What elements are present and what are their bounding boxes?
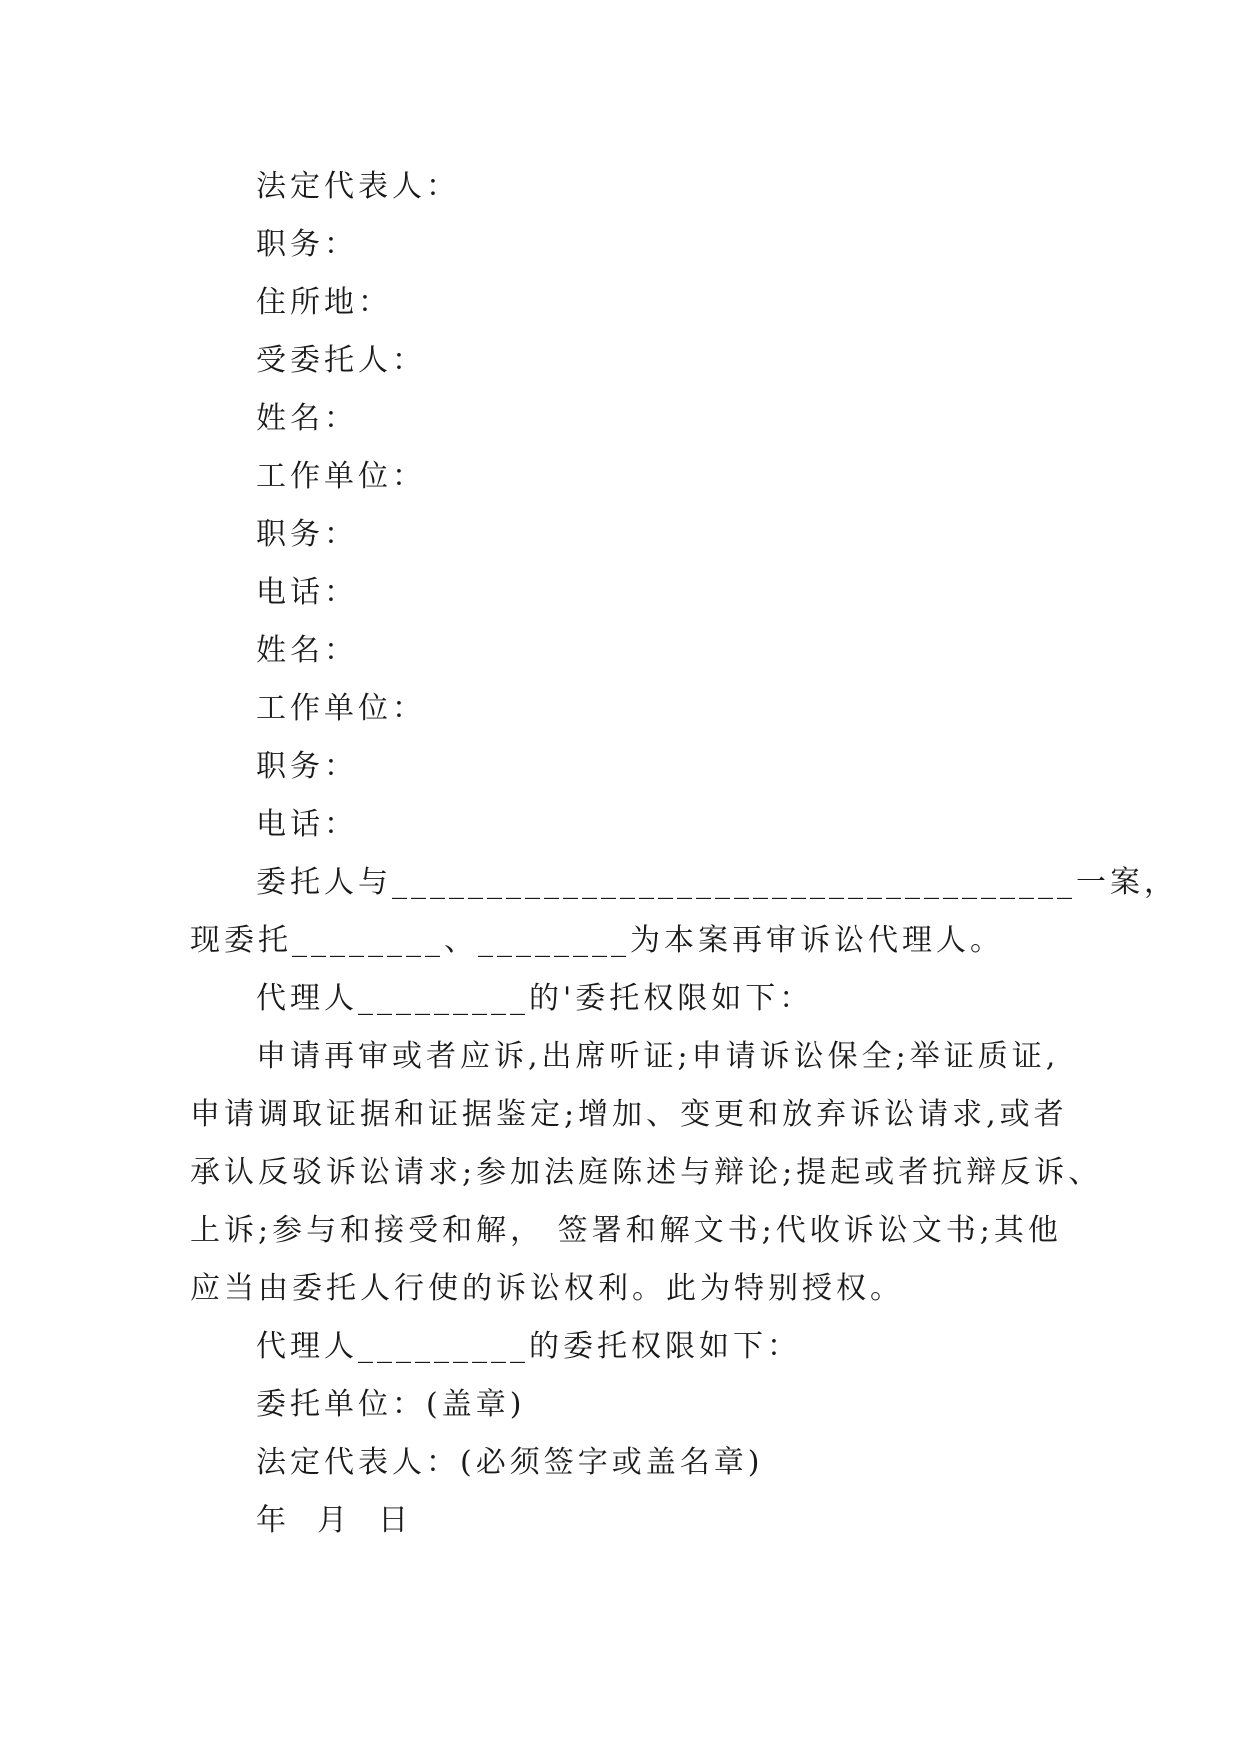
workplace-line: 工作单位： (256, 691, 426, 726)
legal-representative-signature: 法定代表人：(必须签字或盖名章) (256, 1445, 764, 1480)
authority-paragraph-line-2: 申请调取证据和证据鉴定;增加、变更和放弃诉讼请求,或者 (190, 1097, 1068, 1132)
phone-line: 电话： (256, 575, 358, 610)
agent-scope-heading-2: 代理人_________的委托权限如下： (256, 1329, 801, 1364)
case-paragraph-line-1: 委托人与____________________________________一案， (256, 865, 1178, 900)
document-page (190, 158, 1178, 1550)
address-line: 住所地： (256, 285, 392, 320)
authority-paragraph-line-5: 应当由委托人行使的诉讼权利。此为特别授权。 (190, 1271, 904, 1306)
position-line: 职务： (256, 517, 358, 552)
workplace-line: 工作单位： (256, 459, 426, 494)
authority-paragraph-line-1: 申请再审或者应诉,出席听证;申请诉讼保全;举证质证, (256, 1039, 1060, 1074)
position-line: 职务： (256, 749, 358, 784)
phone-line: 电话： (256, 807, 358, 842)
authority-paragraph-line-4: 上诉;参与和接受和解， 签署和解文书;代收诉讼文书;其他 (190, 1213, 1062, 1248)
agent-scope-heading: 代理人_________的'委托权限如下： (256, 981, 814, 1016)
case-paragraph-line-2: 现委托________、________为本案再审诉讼代理人。 (190, 923, 1004, 958)
position-line: 职务： (256, 227, 358, 262)
date-line: 年 月 日 (256, 1503, 413, 1538)
trustee-line: 受委托人： (256, 343, 426, 378)
name-line: 姓名： (256, 633, 358, 668)
legal-representative-line: 法定代表人： (256, 169, 460, 204)
name-line: 姓名： (256, 401, 358, 436)
entrusting-unit-signature: 委托单位：(盖章) (256, 1387, 526, 1422)
authority-paragraph-line-3: 承认反驳诉讼请求;参加法庭陈述与辩论;提起或者抗辩反诉、 (190, 1155, 1103, 1190)
